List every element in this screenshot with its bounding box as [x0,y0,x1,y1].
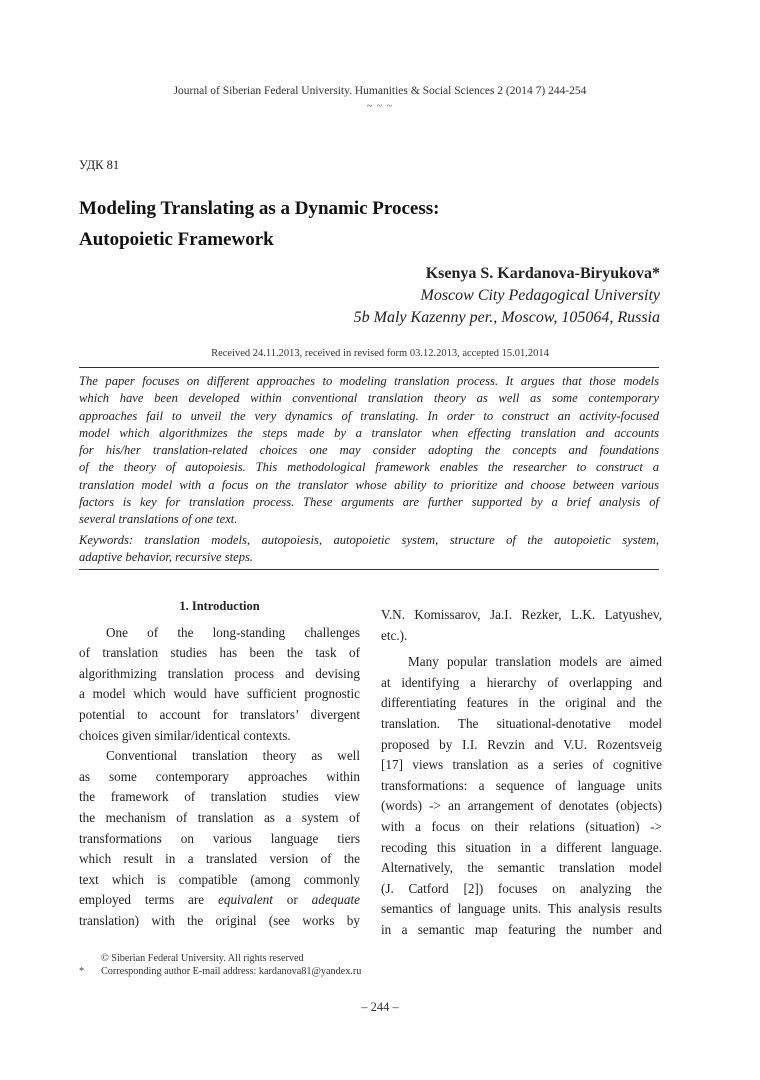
left-paragraph-2 [79,746,360,890]
body-line: (words) -> an arrangement of denotates (objects) [381,798,662,814]
body-line: at identifying a hierarchy of overlapping and [381,674,662,690]
abstract-line: of the theory of autopoiesis. This methodological framework enables the researcher to construct a [79,460,659,475]
body-line: translation. The situational-denotative model [381,715,662,731]
title-line-1: Modeling Translating as a Dynamic Process: [79,198,440,219]
author-name: Ksenya S. Kardanova-Biryukova* [425,265,660,282]
right-paragraph-1 [381,605,662,646]
body-line: transformations: a sequence of language units [381,777,662,793]
body-line: [17] views translation as a series of cognitive [381,757,662,773]
body-line: in a semantic map featuring the number and [381,921,662,937]
footnote-text: Corresponding author E-mail address: kardanova81@yandex.ru [101,966,362,977]
abstract [79,373,659,529]
body-line: algorithmizing translation process and devising [79,665,360,681]
body-line: differentiating features in the original and the [381,695,662,711]
body-line: transformations on various language tiers [79,830,360,846]
body-line: V.N. Komissarov, Ja.I. Rezker, L.K. Latyushev, [381,607,662,622]
abstract-line: model which algorithmizes the steps made by a translator when effecting translation and accounts [79,425,659,440]
received-dates: Received 24.11.2013, received in revised form 03.12.2013, accepted 15.01.2014 [211,348,549,359]
body-line: (J. Catford [2]) focuses on analyzing the [381,880,662,896]
left-column [79,596,360,932]
body-line: etc.). [381,627,408,643]
keywords-line: Keywords: translation models, autopoiesis, autopoietic system, structure of the autopoietic system, [79,533,659,547]
body-line: a model which would have sufficient prognostic [79,686,360,702]
left-line-employed: employed terms are equivalent or adequate [79,892,360,908]
keywords-line: adaptive behavior, recursive steps. [79,550,254,565]
body-line: recoding this situation in a different language. [381,839,662,855]
udk-code: УДК 81 [79,158,120,172]
abstract-line: translation model with a focus on the translator whose ability to prioritize and choose between various [79,477,659,492]
right-column [381,605,662,941]
left-paragraph-1 [79,623,360,747]
term-equivalent: equivalent [218,892,273,908]
footnote-mark: * [79,966,85,977]
abstract-line: The paper focuses on different approaches to modeling translation process. It argues that those models [79,374,659,388]
divider-bottom [79,569,659,570]
abstract-line: approaches fail to unveil the very dynamics of translating. In order to construct an activity-focused [79,408,659,423]
right-paragraph-2 [381,652,662,940]
body-line: Alternatively, the semantic translation model [381,860,662,876]
body-line: One of the long-standing challenges [106,624,360,640]
title-line-2: Autopoietic Framework [79,229,274,250]
body-line: choices given similar/identical contexts. [79,727,291,743]
page-number: – 244 – [361,1000,399,1014]
author-block [354,263,660,329]
keywords [79,532,659,567]
footnote-mark [79,952,101,965]
article-title [79,193,439,255]
body-line: semantics of language units. This analysis results [381,901,662,917]
body-line: proposed by I.I. Revzin and V.U. Rozentsveig [381,736,662,752]
journal-header: Journal of Siberian Federal University. Humanities & Social Sciences 2 (2014 7) 244-254 [173,85,587,97]
body-line: Many popular translation models are aimed [408,654,662,670]
body-line: Conventional translation theory as well [106,748,360,764]
section-title: 1. Introduction [179,599,260,613]
footnote-text: © Siberian Federal University. All rights reserved [101,953,304,964]
body-line: which result in a translated version of the [79,851,360,867]
footnotes [79,952,361,978]
body-line: the mechanism of translation as a system of [79,809,360,825]
abstract-line: several translations of one text. [79,512,238,527]
body-line: with a focus on their relations (situation) -> [381,818,662,834]
footnote [79,952,361,965]
author-affiliation: Moscow City Pedagogical University [420,287,660,304]
left-line-last: translation) with the original (see works by [79,912,360,928]
body-line: of translation studies has been the task of [79,645,360,661]
body-line: the framework of translation studies view [79,789,360,805]
abstract-line: for his/her translation-related choices one may consider adopting the concepts and foundations [79,443,659,458]
term-adequate: adequate [311,892,360,908]
author-address: 5b Maly Kazenny per., Moscow, 105064, Russia [353,309,660,326]
abstract-line: factors is key for translation process. These arguments are further supported by a brief analysis of [79,495,659,510]
abstract-line: which have been developed within conventional translation theory as well as some contemporary [79,391,659,406]
divider-top [79,367,659,368]
header-ornament: ~ ~ ~ [366,101,394,112]
body-line: text which is compatible (among commonly [79,871,360,887]
body-line: as some contemporary approaches within [79,768,360,784]
footnote [79,965,361,978]
body-line: potential to account for translators’ divergent [79,706,360,722]
